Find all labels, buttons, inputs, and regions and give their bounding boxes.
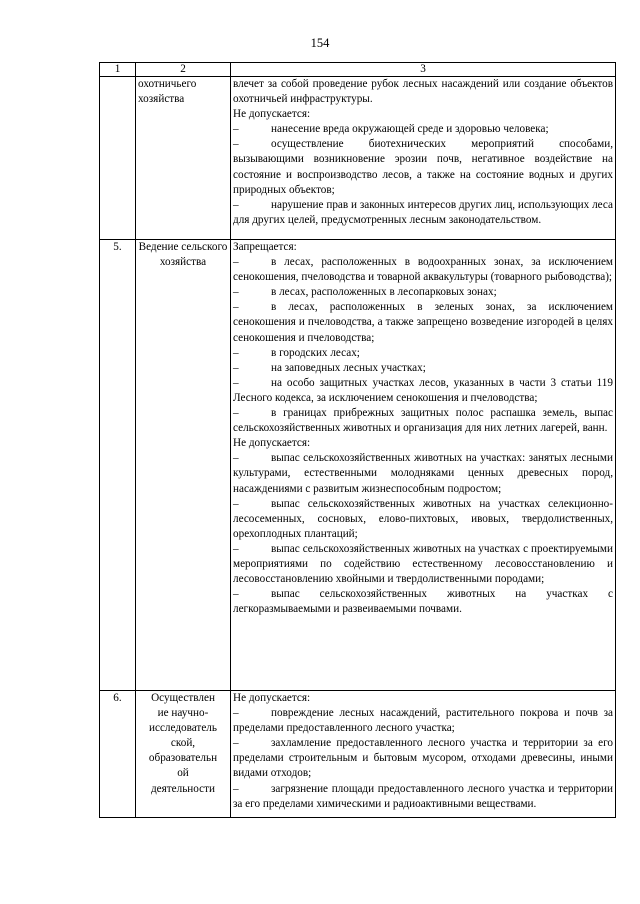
activity-type-cell: охотничьего хозяйства (136, 77, 231, 240)
list-item: – в городских лесах; (233, 346, 360, 359)
list-item: – на заповедных лесных участках; (233, 361, 426, 374)
list-item: – выпас сельскохозяйственных животных на участках: занятых лесными культурами, естественными молодняками ценных древесных пород, насаждениями с развитым жизнеспособным подростом; (233, 452, 613, 495)
list-item: – выпас сельскохозяйственных животных на участках с проектируемыми мероприятиями по содействию естественному лесовосстановлению и лесовосстановлению хвойными и твердолиственными породами; (233, 542, 613, 586)
list-item: – в лесах, расположенных в водоохранных зонах, за исключением сенокошения, пчеловодства и товарной аквакультуры (товарного рыбоводства); (233, 256, 613, 284)
table-header-row (100, 63, 616, 77)
row-number (100, 77, 136, 240)
table-row (100, 691, 616, 818)
requirements-cell (231, 691, 616, 818)
row-number: 5. (100, 240, 136, 691)
list-item: – в лесах, расположенных в лесопарковых зонах; (233, 286, 497, 299)
list-item: – нанесение вреда окружающей среде и здоровью человека; (233, 123, 549, 136)
list-item: – в лесах, расположенных в зеленых зонах, за исключением сенокошения и пчеловодства, а также запрещено возведение изгородей в целях сенокошения и пчеловодства; (233, 301, 613, 344)
list-item: – нарушение прав и законных интересов других лиц, использующих леса для других целей, предусмотренных лесным законодательством. (233, 198, 613, 226)
list-item: – в границах прибрежных защитных полос распашка земель, выпас сельскохозяйственных животных и организация для них летних лагерей, ванн. (233, 407, 613, 435)
paragraph: Не допускается: (233, 108, 311, 121)
activity-type-cell: Ведение сельского хозяйства (136, 240, 231, 691)
paragraph: Не допускается: (233, 692, 311, 704)
requirements-cell (231, 77, 616, 240)
paragraph: влечет за собой проведение рубок лесных насаждений или создание объектов охотничьей инфраструктуры. (233, 78, 613, 106)
table-row (100, 240, 616, 691)
header-cell-2: 2 (136, 63, 231, 77)
list-item: – выпас сельскохозяйственных животных на участках с легкоразмываемыми и развеиваемыми почвами. (233, 588, 613, 616)
regulations-table (99, 62, 616, 818)
list-item: – на особо защитных участках лесов, указанных в части 3 статьи 119 Лесного кодекса, за исключением сенокошения и пчеловодства; (233, 376, 613, 404)
requirements-cell (231, 240, 616, 691)
header-cell-3: 3 (231, 63, 616, 77)
paragraph: Не допускается: (233, 437, 311, 450)
list-item: – захламление предоставленного лесного участка и территории за его пределами строительным и бытовым мусором, отходами древесины, иными видами отходов; (233, 737, 613, 780)
page-number: 154 (310, 36, 330, 50)
activity-type-cell: Осуществлен ие научно- исследователь ской, образовательн ой деятельности (136, 691, 231, 818)
row-number: 6. (100, 691, 136, 818)
table-row (100, 77, 616, 240)
list-item: – загрязнение площади предоставленного лесного участка и территории за его пределами химическими и радиоактивными веществами. (233, 782, 613, 810)
list-item: – осуществление биотехнических мероприятий способами, вызывающими возникновение эрозии почв, негативное воздействие на состояние и воспроизводство лесов, а также на состояние водных и других природных объектов; (233, 138, 613, 196)
list-item: – повреждение лесных насаждений, растительного покрова и почв за пределами предоставленного лесного участка; (233, 707, 613, 735)
paragraph: Запрещается: (233, 241, 297, 253)
list-item: – выпас сельскохозяйственных животных на участках селекционно-лесосеменных, сосновых, елово-пихтовых, ивовых, твердолиственных, орехоплодных плантаций; (233, 497, 613, 540)
header-cell-1: 1 (100, 63, 136, 77)
